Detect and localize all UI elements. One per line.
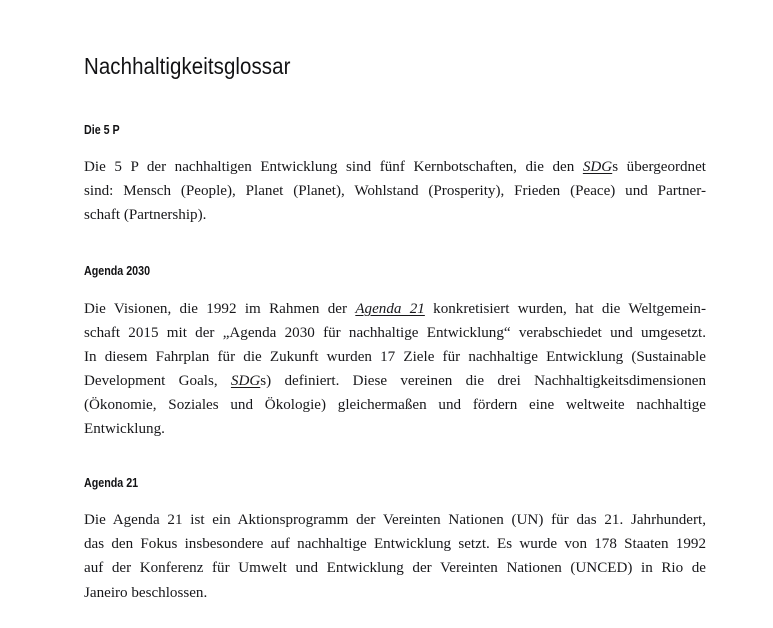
text-line [84, 321, 706, 345]
entry-body-die-5-p [84, 139, 706, 227]
entry-heading-agenda-21: Agenda 21 [84, 475, 139, 490]
text-run: Development Goals, [84, 373, 231, 390]
text-line [84, 155, 706, 179]
text-line [84, 393, 706, 417]
entry-body-agenda-2030 [84, 280, 706, 442]
text-run: Janeiro beschlossen. [84, 584, 208, 601]
entry-body-agenda-21 [84, 491, 706, 604]
text-run: auf der Konferenz für Umwelt und Entwicklung der Vereinten Nationen (UNCED) in Rio de [84, 560, 706, 577]
text-line [84, 417, 706, 441]
entry-heading-agenda-2030: Agenda 2030 [84, 264, 151, 279]
entry-heading-die-5-p: Die 5 P [84, 123, 120, 138]
text-run: s übergeordnet [612, 158, 706, 175]
text-line [84, 345, 706, 369]
text-line [84, 203, 706, 227]
text-line [84, 581, 706, 605]
text-line [84, 369, 706, 393]
text-run: Entwicklung. [84, 421, 165, 438]
text-line [84, 508, 706, 532]
text-run: das den Fokus insbesondere auf nachhaltige Entwicklung setzt. Es wurde von 178 Staaten 1992 [84, 536, 706, 553]
text-run: Die Agenda 21 ist ein Aktionsprogramm der Vereinten Nationen (UN) für das 21. Jahrhundert, [84, 512, 706, 529]
text-line [84, 532, 706, 556]
page-title: Nachhaltigkeitsglossar [84, 53, 291, 79]
glossary-entry-agenda-21 [84, 442, 706, 605]
glossary-entry-agenda-2030 [84, 227, 706, 441]
page-content [84, 0, 706, 605]
cross-reference-link[interactable]: Agenda 21 [355, 300, 425, 317]
text-run: (Ökonomie, Soziales und Ökologie) gleichermaßen und fördern eine weltweite nachhaltige [84, 397, 706, 414]
cross-reference-link[interactable]: SDG [582, 158, 613, 175]
text-run: konkretisiert wurden, hat die Weltgemein- [424, 300, 706, 317]
text-run: s) definiert. Diese vereinen die drei Nachhaltigkeitsdimensionen [260, 373, 706, 390]
text-line [84, 297, 706, 321]
text-line [84, 556, 706, 580]
text-run: Die 5 P der nachhaltigen Entwicklung sind fünf Kernbotschaften, die den [84, 158, 583, 175]
text-line [84, 179, 706, 203]
glossary-entry-die-5-p [84, 80, 706, 227]
text-run: schaft 2015 mit der „Agenda 2030 für nachhaltige Entwicklung“ verabschiedet und umgesetzt. [84, 325, 706, 342]
text-run: sind: Mensch (People), Planet (Planet), Wohlstand (Prosperity), Frieden (Peace) und Partner- [84, 183, 706, 200]
text-run: schaft (Partnership). [84, 207, 207, 224]
text-run: Die Visionen, die 1992 im Rahmen der [84, 300, 356, 317]
text-run: In diesem Fahrplan für die Zukunft wurden 17 Ziele für nachhaltige Entwicklung (Sustainable [84, 349, 706, 366]
cross-reference-link[interactable]: SDG [230, 373, 261, 390]
